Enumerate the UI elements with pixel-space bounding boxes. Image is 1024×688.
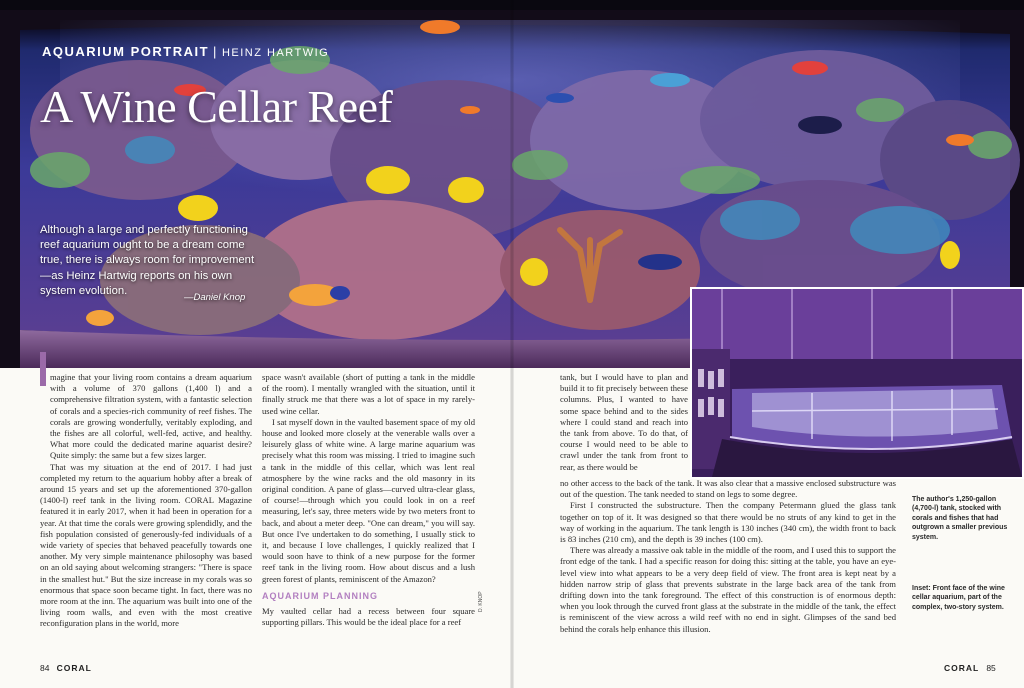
caption-main-photo: The author's 1,250-gallon (4,700-l) tank, stocked with corals and fishes that had outgrown a smaller previous system. xyxy=(912,496,1008,541)
section-kicker xyxy=(42,44,329,59)
paragraph: magine that your living room contains a dream aquarium with a volume of 370 gallons (1,400 l) and a comprehensive filtration system, with a fantastic selection of corals and a species-rich community of reef fishes. The corals are growing wonderfully, veritably exploding, and the fishes are all colorful, well-fed, active, and healthy. What more could the dedicated marine aquarist desire? Quite simply: the same but a few sizes larger. xyxy=(50,372,252,461)
paragraph: There was already a massive oak table in the middle of the room, and I used this to support the front edge of the tank. I had a specific reason for doing this: sitting at the table, you have an eye-level view into what appears to be a very deep field of view. The front area is kept neat by a hidden narrow strip of glass that prevents substrate in the large back area of the tank from drifting down into the tank foreground. The effect of this construction is of enormous depth: when you look through the curved front glass at the substrate in the middle of the tank, the effect is reminiscent of the view across a wild reef with no end in sight. Glimpses of the sand bed behind the corals help enhance this illusion. xyxy=(560,545,896,634)
paragraph: space wasn't available (short of putting a tank in the middle of the room). I mentally wrangled with the situation, until it finally struck me that there was a lot of space in my rarely-used wine cellar. xyxy=(262,372,475,416)
column-3-top xyxy=(560,372,688,473)
subhead-aquarium-planning: AQUARIUM PLANNING xyxy=(262,590,378,601)
inset-photo xyxy=(690,287,1024,479)
kicker-author: HEINZ HARTWIG xyxy=(221,47,330,59)
kicker-label: AQUARIUM PORTRAIT xyxy=(42,44,210,59)
page-number-left: 84 xyxy=(40,663,50,673)
folio-left xyxy=(40,663,92,673)
folio-right xyxy=(944,663,996,673)
inset-tank-illustration xyxy=(692,289,1022,477)
column-1 xyxy=(40,372,252,630)
magazine-name-right: CORAL xyxy=(944,663,980,673)
deck-credit: —Daniel Knop xyxy=(184,292,246,303)
article-title: A Wine Cellar Reef xyxy=(40,81,393,132)
paragraph: I sat myself down in the vaulted basement space of my old house and looked more closely at the venerable walls over a leisurely glass of white wine. A large marine aquarium was precisely what this room was missing. I tried to imagine such a tank in the middle of this cellar, which was lent real atmosphere by the wine racks and the old masonry in its original condition. A pane of glass—curved ultra-clear glass, of course!—through which you could look in on a reef measuring, let's say, three meters wide by two meters front to back, and about a meter deep. "One can dream," you will say. But once I've undertaken to do something, I usually stick to it, and because I love challenges, I quickly realized that I would soon have to think of a new purpose for the former reef tank in the living room. How about discus and a lush green forest of plants, reminiscent of the Amazon? xyxy=(262,416,475,584)
magazine-name-left: CORAL xyxy=(56,663,92,673)
column-3-wide xyxy=(560,478,896,635)
column-2 xyxy=(262,372,475,628)
caption-inset-photo: Inset: Front face of the wine cellar aquarium, part of the complex, two-story system. xyxy=(912,585,1005,611)
photo-credit: D. KNOP xyxy=(478,591,484,612)
article-deck: Although a large and perfectly functioning reef aquarium ought to be a dream come true, there is always room for improvement—as Heinz Hartwig reports on his own system evolution. xyxy=(40,224,255,297)
paragraph: First I constructed the substructure. Then the company Petermann glued the glass tank together on top of it. It was designed so that there would be no struts of any kind to get in the way of working in the aquarium. The tank length is 130 inches (340 cm), the width front to back is 83 inches (210 cm), and the depth is 39 inches (100 cm). xyxy=(560,500,896,545)
paragraph: no other access to the back of the tank. It was also clear that a massive enclosed substructure was out of the question. The tank needed to stand on legs to some degree. xyxy=(560,478,896,500)
kicker-separator: | xyxy=(213,44,218,59)
page-number-right: 85 xyxy=(986,663,996,673)
paragraph: My vaulted cellar had a recess between four square supporting pillars. This would be the ideal place for a reef xyxy=(262,606,475,628)
paragraph: tank, but I would have to plan and build it to fit precisely between these columns. Plus, I wanted to have some space behind and to the sides where I could stand and reach into the tank from above. To do that, of course I would need to be able to crawl under the tank from front to rear, as there would be xyxy=(560,372,688,472)
paragraph: That was my situation at the end of 2017. I had just completed my return to the aquarium hobby after a break of around 15 years and set up the aforementioned 370-gallon (1400-l) reef tank in the living room. CORAL Magazine featured it in early 2017, when it had been in operation for a year. At that time the corals were growing splendidly, and the fish population consisted of generously-fed individuals of a wide variety of species that behaved peacefully towards one another. My very simple maintenance philosophy was based on an old saying about welcoming strangers: "There is space in the smallest hut." But the size increase in my corals was so enormous that space soon became tight. In fact, there was no more room at the inn. The aquarium was built into one of the living room walls, and even with the most creative reconfiguration plans in the world, more xyxy=(40,461,252,629)
page-gutter xyxy=(510,0,514,688)
